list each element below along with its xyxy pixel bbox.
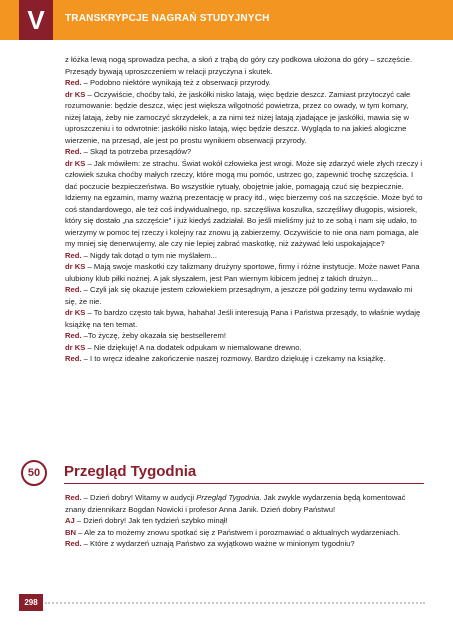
speaker-label: Red. [65, 78, 82, 87]
unit-marker [19, 0, 53, 40]
transcript-paragraph: dr KS – Nie dziękuję! A na dodatek odpukam w niemalowane drewno. [65, 342, 302, 352]
transcript-paragraph: AJ – Dzień dobry! Jak ten tydzień szybko minął! [65, 516, 228, 525]
speaker-label: dr KS [65, 342, 86, 352]
speaker-label: Red. [65, 331, 82, 340]
transcript-paragraph: Red. –To życzę, żeby okazała się bestsellerem! [65, 331, 226, 340]
transcript-paragraph: dr KS – To bardzo często tak bywa, hahaha! Jeśli interesują Pana i Państwa przesądy, to właśnie wydaję książkę na ten temat. [65, 308, 421, 329]
speaker-label: dr KS [65, 89, 86, 99]
transcript-paragraph: Red. – Podobno niektóre wynikają też z obserwacji przyrody. [65, 78, 271, 87]
speaker-label: Red. [65, 147, 82, 156]
transcript-section-1 [65, 54, 425, 365]
speaker-label: Red. [65, 285, 82, 294]
section-title: Przegląd Tygodnia [64, 463, 197, 480]
transcript-paragraph: Red. – Nigdy tak dotąd o tym nie myślałem... [65, 250, 218, 260]
speaker-label: dr KS [65, 308, 86, 317]
speaker-label: AJ [65, 516, 75, 525]
speaker-label: Red. [65, 493, 82, 502]
unit-label: V [27, 5, 45, 35]
transcript-paragraph: z łóżka lewą nogą sprowadza pecha, a słoń z trąbą do góry czy podkowa ułożona do góry – szczęście. Przesądy bywają uproszczeniem w relacji przyczyna i skutek. [65, 55, 412, 76]
transcript-paragraph: Red. – Które z wydarzeń uznają Państwo za wyjątkowo ważne w minionym tygodniu? [65, 539, 355, 548]
header-title: TRANSKRYPCJE NAGRAŃ STUDYJNYCH [65, 13, 270, 24]
section-number-badge: 50 [21, 460, 47, 486]
section-divider [64, 483, 424, 484]
page-number: 298 [19, 594, 43, 611]
transcript-paragraph: Red. – Dzień dobry! Witamy w audycji Przegląd Tygodnia. Jak zwykle wydarzenia będą komentować znany dziennikarz Bogdan Nowicki i profesor Anna Janik. Dzień dobry Państwu! [65, 493, 406, 514]
transcript-paragraph: dr KS – Oczywiście, choćby taki, że jaskółki nisko latają, więc będzie deszcz. Zamiast przytoczyć całe rozumowanie: będzie deszcz, więc jest większa wilgotność powietrza, przez co owady, w tym komary, niżej latają, żeby nie zamoczyć skrzydełek, a za nimi też niżej latają zjadające je jaskółki, mawia się w uproszczeniu i to odwrotnie: jaskółki nisko latają, więc będzie deszcz. Wygląda to na jakieś alogiczne wierzenie, na przesąd, ale jest po prostu wynikiem obserwacji przyrody. [65, 89, 411, 145]
transcript-paragraph: Red. – Czyli jak się okazuje jestem człowiekiem przesądnym, a jeszcze pół godziny temu wydawało mi się, że nie. [65, 285, 413, 306]
speaker-label: BN [65, 527, 77, 537]
speaker-label: Red. [65, 354, 82, 363]
footer-dotted-line [45, 602, 425, 604]
speaker-label: dr KS [65, 262, 86, 271]
transcript-paragraph: dr KS – Mają swoje maskotki czy talizmany drużyny sportowe, firmy i różne instytucje. Może nawet Pana ulubiony klub piłki nożnej. A jak słyszałem, jest Pan wiernym kibicem jednej z takich drużyn... [65, 262, 420, 283]
transcript-paragraph: Red. – I to wręcz idealne zakończenie naszej rozmowy. Bardzo dziękuję i czekamy na książkę. [65, 354, 386, 363]
page-header [0, 0, 453, 40]
transcript-paragraph: Red. – Skąd ta potrzeba przesądów? [65, 147, 192, 156]
program-name: Przegląd Tygodnia [196, 493, 260, 502]
speaker-label: Red. [65, 250, 82, 260]
section-heading [21, 460, 421, 486]
transcript-section-2 [65, 492, 425, 550]
transcript-paragraph: dr KS – Jak mówiłem: ze strachu. Świat wokół człowieka jest wrogi. Może się zdarzyć wiele złych rzeczy i człowiek szuka choćby małych rzeczy, które mogą mu pomóc, ustrzec go, zapewnić trochę szczęścia. I dać poczucie bezpieczeństwa. Bo wszystkie rytuały, obojętnie jakie, pomagają czuć się bezpiecznie. Idziemy na egzamin, mamy ważną prezentację w pracy itd., więc bierzemy coś na szczęście. Może być to coś standardowego, ale też coś indywidualnego, np. szczęśliwa koszulka, szczęśliwy długopis, wisiorek, który się dostało „na szczęście" i już kiedyś zadziałał. Bo jeśli mieliśmy już to ze sobą i nam się udało, to wierzymy w pomoc tej rzeczy i kolejny raz znowu ją zabierzemy. Oczywiście to nie ona nam pomaga, ale my mniej się denerwujemy, ale czy nie lepiej zabrać maskotkę, niż zażywać leki uspokajające? [65, 158, 423, 248]
speaker-label: Red. [65, 539, 82, 548]
transcript-paragraph: BN – Ale za to możemy znowu spotkać się z Państwem i porozmawiać o aktualnych wydarzeniach. [65, 527, 401, 537]
speaker-label: dr KS [65, 158, 86, 168]
